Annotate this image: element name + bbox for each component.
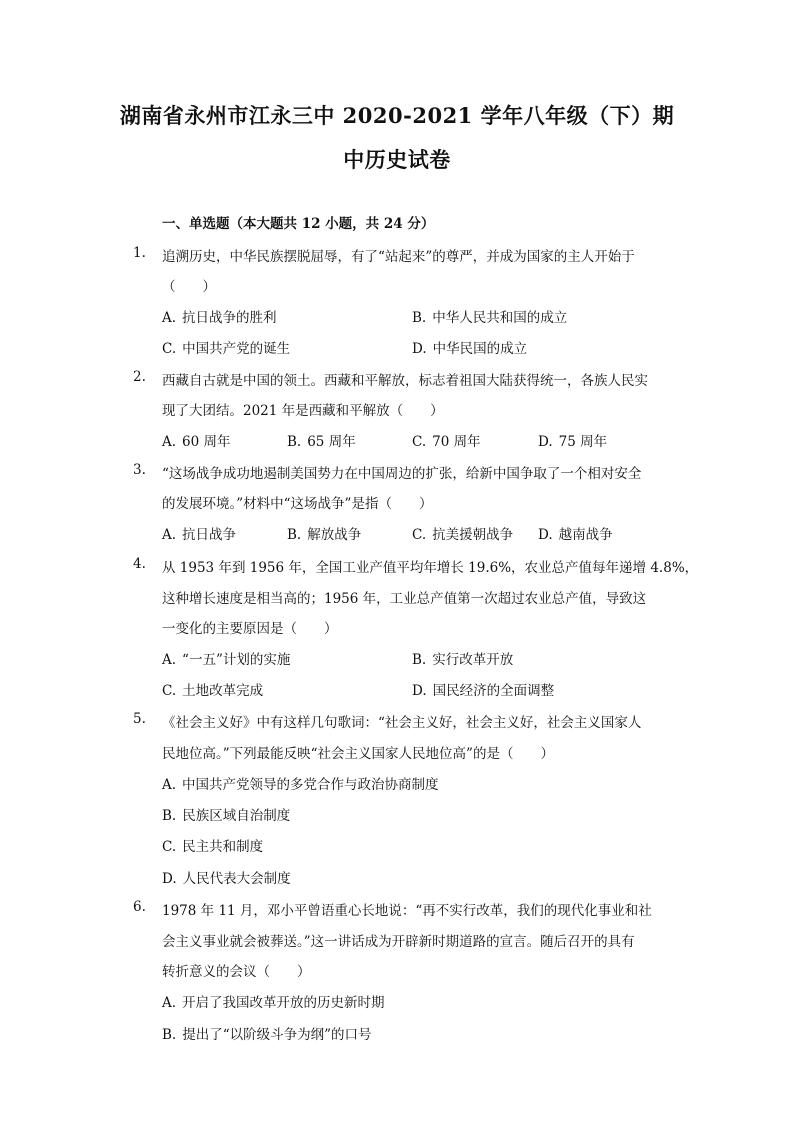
option-label: C. [412, 527, 427, 543]
answer-option [287, 430, 356, 450]
question-number: 6. [133, 899, 146, 915]
option-text: 65 周年 [307, 434, 356, 450]
option-text: 民族区域自治制度 [182, 808, 291, 824]
question-text: 一变化的主要原因是（ ） [162, 621, 338, 637]
option-label: B. [412, 310, 427, 326]
option-text: 60 周年 [182, 434, 231, 450]
option-text: 70 周年 [432, 434, 481, 450]
question-text: 追溯历史，中华民族摆脱屈辱，有了“站起来”的尊严，并成为国家的主人开始于 [162, 249, 635, 265]
option-label: A. [162, 434, 177, 450]
option-label: A. [162, 777, 177, 793]
option-label: A. [162, 995, 177, 1011]
option-text: 开启了我国改革开放的历史新时期 [182, 995, 385, 1011]
option-text: 国民经济的全面调整 [432, 683, 555, 699]
answer-option [412, 679, 554, 699]
answer-option [162, 337, 290, 357]
option-label: A. [162, 652, 177, 668]
option-text: 抗日战争 [182, 527, 237, 543]
answer-option [412, 648, 513, 668]
answer-option [412, 523, 513, 543]
question-text: 从 1953 年到 1956 年，全国工业产值平均年增长 19.6%，农业总产值每年递增 4.8%， [162, 560, 699, 576]
question-text: 1978 年 11 月，邓小平曾语重心长地说：“再不实行改革，我们的现代化事业和社 [162, 903, 652, 919]
option-label: C. [162, 341, 177, 357]
question-number: 3. [133, 462, 146, 478]
answer-option [162, 991, 385, 1011]
question-text: 的发展环境。”材料中“这场战争”是指（ ） [162, 496, 433, 512]
section-heading: 一、单选题（本大题共 12 小题，共 24 分） [162, 216, 435, 232]
option-label: D. [538, 527, 553, 543]
option-text: 中国共产党领导的多党合作与政治协商制度 [182, 777, 439, 793]
answer-option [162, 523, 236, 543]
question-text: 转折意义的会议（ ） [162, 964, 311, 980]
option-text: 越南战争 [558, 527, 613, 543]
option-label: A. [162, 310, 177, 326]
option-text: 抗日战争的胜利 [182, 310, 277, 326]
answer-option [162, 835, 263, 855]
option-text: 民主共和制度 [182, 839, 264, 855]
answer-option [162, 867, 291, 887]
question-number: 1. [133, 245, 146, 261]
answer-option [412, 337, 527, 357]
question-text: 这种增长速度是相当高的；1956 年，工业总产值第一次超过农业总产值，导致这 [162, 591, 647, 607]
answer-option [162, 773, 439, 793]
option-label: B. [162, 808, 177, 824]
question-text: 《社会主义好》中有这样几句歌词：“社会主义好，社会主义好，社会主义国家人 [162, 715, 642, 731]
option-label: B. [287, 434, 302, 450]
question-text: 民地位高。”下列最能反映“社会主义国家人民地位高”的是（ ） [162, 746, 554, 762]
option-label: D. [412, 683, 427, 699]
question-number: 5. [133, 711, 146, 727]
answer-option [162, 804, 290, 824]
option-label: D. [162, 871, 177, 887]
option-label: B. [287, 527, 302, 543]
option-label: C. [162, 683, 177, 699]
option-text: 土地改革完成 [182, 683, 264, 699]
exam-title-line-2: 中历史试卷 [343, 147, 451, 172]
option-label: A. [162, 527, 177, 543]
question-number: 2. [133, 369, 146, 385]
answer-option [162, 679, 263, 699]
option-label: B. [412, 652, 427, 668]
option-text: 中国共产党的诞生 [182, 341, 291, 357]
option-text: 75 周年 [558, 434, 608, 450]
option-text: 中华人民共和国的成立 [432, 310, 568, 326]
exam-title-line-1: 湖南省永州市江永三中 2020-2021 学年八年级（下）期 [119, 103, 675, 128]
answer-option [162, 1023, 372, 1043]
answer-option [538, 523, 613, 543]
question-text: （ ） [162, 279, 216, 295]
option-label: D. [412, 341, 427, 357]
answer-option [162, 306, 277, 326]
answer-option [538, 430, 607, 450]
question-text: “这场战争成功地遏制美国势力在中国周边的扩张，给新中国争取了一个相对安全 [162, 466, 642, 482]
answer-option [162, 648, 290, 668]
option-label: B. [162, 1027, 177, 1043]
option-text: 抗美援朝战争 [432, 527, 514, 543]
option-text: 解放战争 [307, 527, 362, 543]
option-text: “一五”计划的实施 [182, 652, 291, 668]
option-text: 提出了“以阶级斗争为纲”的口号 [182, 1027, 372, 1043]
question-text: 西藏自古就是中国的领土。西藏和平解放，标志着祖国大陆获得统一，各族人民实 [162, 373, 648, 389]
option-label: D. [538, 434, 553, 450]
option-text: 人民代表大会制度 [182, 871, 291, 887]
option-label: C. [162, 839, 177, 855]
answer-option [412, 430, 481, 450]
option-text: 中华民国的成立 [432, 341, 528, 357]
option-label: C. [412, 434, 427, 450]
question-number: 4. [133, 556, 146, 572]
question-text: 会主义事业就会被葬送。”这一讲话成为开辟新时期道路的宣言。随后召开的具有 [162, 934, 635, 950]
answer-option [412, 306, 567, 326]
answer-option [162, 430, 231, 450]
question-text: 现了大团结。2021 年是西藏和平解放（ ） [162, 403, 444, 419]
answer-option [287, 523, 361, 543]
option-text: 实行改革开放 [432, 652, 514, 668]
